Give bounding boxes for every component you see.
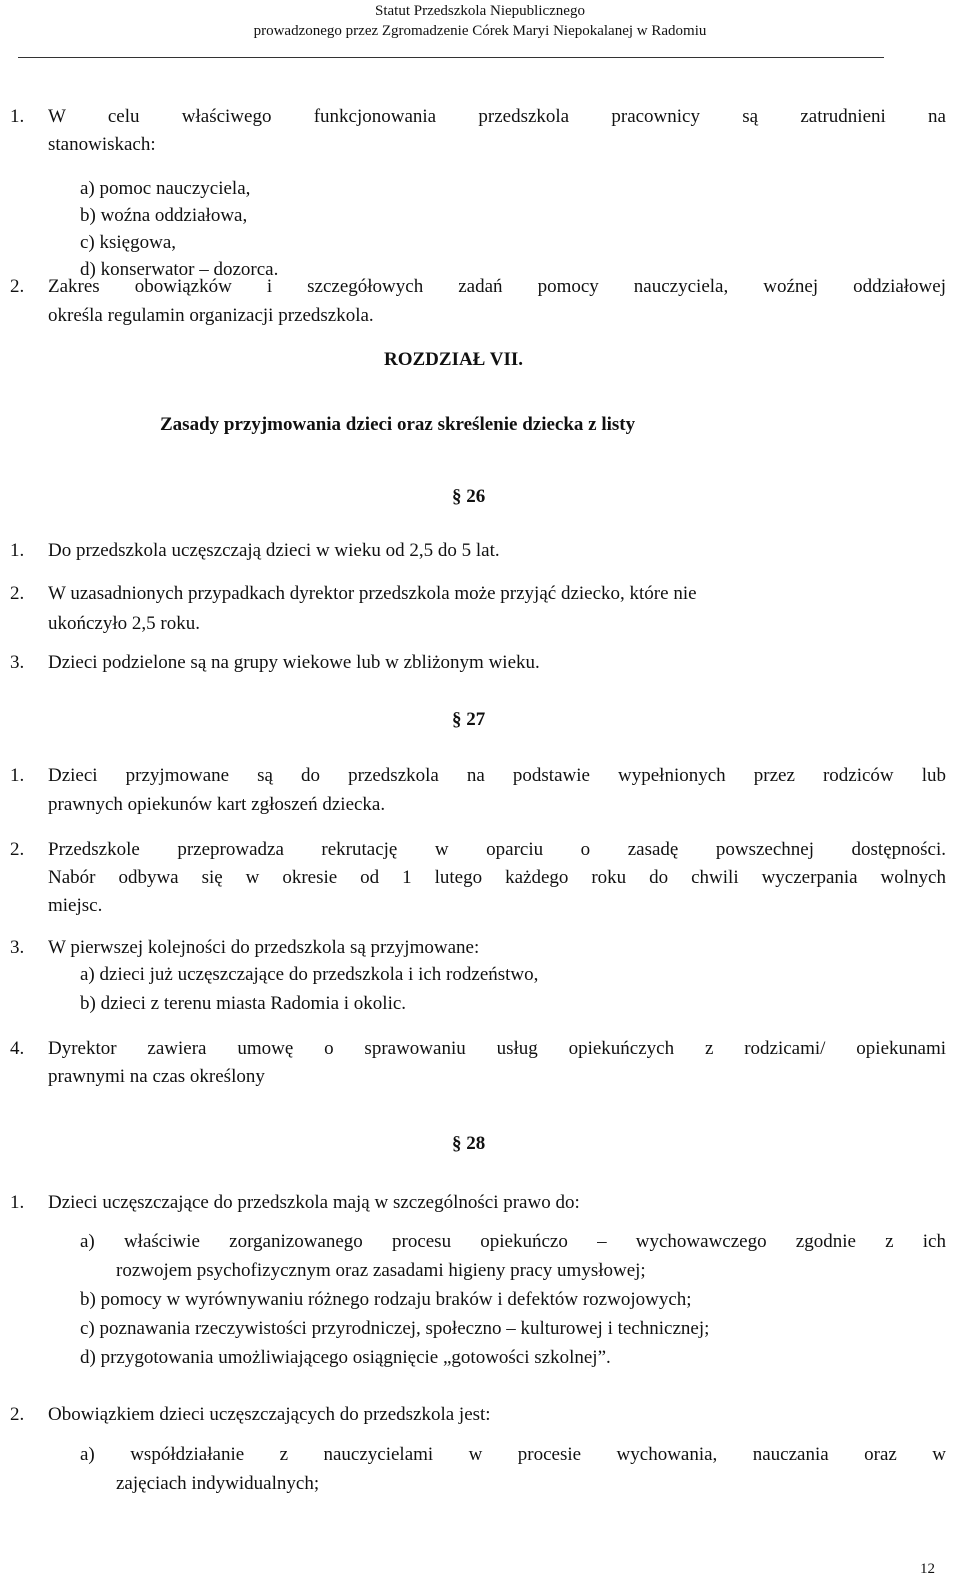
para-line: Dzieci przyjmowane są do przedszkola na podstawie wypełnionych przez rodziców lub <box>48 765 946 786</box>
para-number: 1. <box>10 1192 25 1213</box>
para-line: Obowiązkiem dzieci uczęszczających do przedszkola jest: <box>48 1404 491 1425</box>
list-item: c) księgowa, <box>80 232 177 253</box>
para-line: określa regulamin organizacji przedszkola. <box>48 305 374 326</box>
para-number: 2. <box>10 1404 25 1425</box>
para-number: 1. <box>10 765 25 786</box>
para-line: Przedszkole przeprowadza rekrutację w oparciu o zasadę powszechnej dostępności. <box>48 839 946 860</box>
para-number: 3. <box>10 652 25 673</box>
list-item: a) współdziałanie z nauczycielami w procesie wychowania, nauczania oraz w <box>80 1444 946 1465</box>
para-number: 1. <box>10 106 25 127</box>
para-number: 1. <box>10 540 25 561</box>
list-item: b) dzieci z terenu miasta Radomia i okolic. <box>80 993 407 1014</box>
list-item: a) właściwie zorganizowanego procesu opiekuńczo – wychowawczego zgodnie z ich <box>80 1231 946 1252</box>
list-item: c) poznawania rzeczywistości przyrodniczej, społeczno – kulturowej i technicznej; <box>80 1318 710 1339</box>
list-item: d) konserwator – dozorca. <box>80 259 279 280</box>
para-number: 4. <box>10 1038 25 1059</box>
list-item: d) przygotowania umożliwiającego osiągnięcie „gotowości szkolnej”. <box>80 1347 611 1368</box>
header-subtitle: prowadzonego przez Zgromadzenie Córek Maryi Niepokalanej w Radomiu <box>253 23 707 39</box>
para-line: Do przedszkola uczęszczają dzieci w wieku od 2,5 do 5 lat. <box>48 540 500 561</box>
para-line: Dzieci podzielone są na grupy wiekowe lub w zbliżonym wieku. <box>48 652 540 673</box>
list-item: rozwojem psychofizycznym oraz zasadami higieny pracy umysłowej; <box>116 1260 646 1281</box>
section-mark-28: § 28 <box>452 1133 486 1154</box>
para-line: W celu właściwego funkcjonowania przedszkola pracownicy są zatrudnieni na <box>48 106 946 127</box>
section-mark-27: § 27 <box>452 709 486 730</box>
para-line: miejsc. <box>48 895 103 916</box>
para-line: ukończyło 2,5 roku. <box>48 613 200 634</box>
para-number: 2. <box>10 839 25 860</box>
list-item: a) dzieci już uczęszczające do przedszkola i ich rodzeństwo, <box>80 964 539 985</box>
para-number: 3. <box>10 937 25 958</box>
para-line: Nabór odbywa się w okresie od 1 lutego każdego roku do chwili wyczerpania wolnych <box>48 867 946 888</box>
section-mark-26: § 26 <box>452 486 486 507</box>
chapter-title: ROZDZIAŁ VII. <box>384 349 524 370</box>
para-line: W pierwszej kolejności do przedszkola są przyjmowane: <box>48 937 480 958</box>
para-number: 2. <box>10 583 25 604</box>
header-rule <box>18 57 884 58</box>
list-item: b) woźna oddziałowa, <box>80 205 248 226</box>
para-line: W uzasadnionych przypadkach dyrektor przedszkola może przyjąć dziecko, które nie <box>48 583 697 604</box>
list-item: a) pomoc nauczyciela, <box>80 178 251 199</box>
list-item: b) pomocy w wyrównywaniu różnego rodzaju braków i defektów rozwojowych; <box>80 1289 692 1310</box>
para-line: Zakres obowiązków i szczegółowych zadań pomocy nauczyciela, woźnej oddziałowej <box>48 276 946 297</box>
page-number: 12 <box>920 1561 935 1577</box>
list-item: zajęciach indywidualnych; <box>116 1473 320 1494</box>
para-line: prawnymi na czas określony <box>48 1066 265 1087</box>
para-line: prawnych opiekunów kart zgłoszeń dziecka. <box>48 794 386 815</box>
para-line: stanowiskach: <box>48 134 156 155</box>
para-line: Dzieci uczęszczające do przedszkola mają w szczególności prawo do: <box>48 1192 580 1213</box>
para-number: 2. <box>10 276 25 297</box>
para-line: Dyrektor zawiera umowę o sprawowaniu usług opiekuńczych z rodzicami/ opiekunami <box>48 1038 946 1059</box>
header-title: Statut Przedszkola Niepublicznego <box>375 3 585 19</box>
chapter-subtitle: Zasady przyjmowania dzieci oraz skreślenie dziecka z listy <box>160 414 636 435</box>
